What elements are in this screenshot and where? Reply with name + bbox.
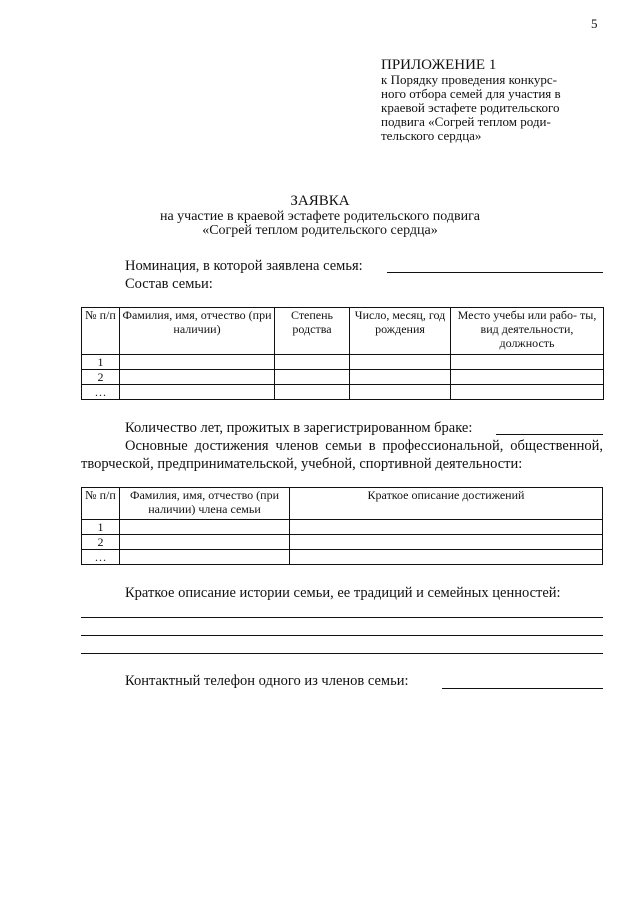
appendix-block — [381, 57, 601, 143]
row-number: … — [82, 550, 120, 565]
table-cell[interactable] — [290, 535, 603, 550]
family-history-label: Краткое описание истории семьи, ее традиций и семейных ценностей: — [125, 585, 561, 601]
table-cell[interactable] — [120, 535, 290, 550]
table-header-row — [82, 308, 604, 355]
column-header: Степень родства — [275, 308, 350, 355]
family-history-line[interactable] — [81, 653, 603, 654]
column-header: Фамилия, имя, отчество (при наличии) члена семьи — [120, 488, 290, 520]
phone-label: Контактный телефон одного из членов семьи: — [125, 673, 409, 689]
row-number: 2 — [82, 535, 120, 550]
table-cell[interactable] — [451, 385, 604, 400]
row-number: 1 — [82, 355, 120, 370]
table-cell[interactable] — [120, 385, 275, 400]
table-row — [82, 535, 603, 550]
family-label: Состав семьи: — [125, 276, 213, 292]
achievements-line1: Основные достижения членов семьи в профессиональной, общественной, — [125, 438, 603, 454]
row-number: … — [82, 385, 120, 400]
table-cell[interactable] — [290, 520, 603, 535]
appendix-line: краевой эстафете родительского — [381, 100, 560, 115]
table-cell[interactable] — [451, 370, 604, 385]
table-cell[interactable] — [120, 355, 275, 370]
family-history-line[interactable] — [81, 635, 603, 636]
column-header: Число, месяц, год рождения — [350, 308, 451, 355]
nomination-label: Номинация, в которой заявлена семья: — [125, 258, 363, 274]
nomination-field[interactable] — [387, 272, 603, 273]
table-row — [82, 550, 603, 565]
column-header: Краткое описание достижений — [290, 488, 603, 520]
table-cell[interactable] — [350, 385, 451, 400]
column-header: № п/п — [82, 488, 120, 520]
column-header: Фамилия, имя, отчество (при наличии) — [120, 308, 275, 355]
marriage-years-label: Количество лет, прожитых в зарегистрированном браке: — [125, 420, 473, 436]
table-cell[interactable] — [275, 355, 350, 370]
table-cell[interactable] — [120, 370, 275, 385]
marriage-years-field[interactable] — [496, 434, 603, 435]
form-subtitle-line2: «Согрей теплом родительского сердца» — [202, 223, 438, 238]
appendix-line: ного отбора семей для участия в — [381, 86, 561, 101]
phone-field[interactable] — [442, 688, 603, 689]
table-cell[interactable] — [451, 355, 604, 370]
table-cell[interactable] — [350, 355, 451, 370]
form-subtitle-line1: на участие в краевой эстафете родительского подвига — [159, 209, 481, 224]
family-table — [81, 307, 604, 400]
table-header-row — [82, 488, 603, 520]
table-cell[interactable] — [350, 370, 451, 385]
table-cell[interactable] — [275, 385, 350, 400]
table-cell[interactable] — [120, 520, 290, 535]
table-row — [82, 385, 604, 400]
table-cell[interactable] — [120, 550, 290, 565]
table-row — [82, 520, 603, 535]
table-row — [82, 355, 604, 370]
table-cell[interactable] — [275, 370, 350, 385]
appendix-title: ПРИЛОЖЕНИЕ 1 — [381, 57, 497, 73]
appendix-line: к Порядку проведения конкурс- — [381, 72, 557, 87]
table-row — [82, 370, 604, 385]
achievements-line2: творческой, предпринимательской, учебной, спортивной деятельности: — [81, 456, 523, 472]
row-number: 2 — [82, 370, 120, 385]
row-number: 1 — [82, 520, 120, 535]
column-header: Место учебы или рабо- ты, вид деятельности, должность — [451, 308, 604, 355]
family-history-line[interactable] — [81, 617, 603, 618]
appendix-line: подвига «Согрей теплом роди- — [381, 114, 551, 129]
column-header: № п/п — [82, 308, 120, 355]
table-cell[interactable] — [290, 550, 603, 565]
appendix-line: тельского сердца» — [381, 128, 482, 143]
page-number: 5 — [591, 16, 598, 31]
achievements-table — [81, 487, 603, 565]
form-title: ЗАЯВКА — [290, 193, 350, 209]
